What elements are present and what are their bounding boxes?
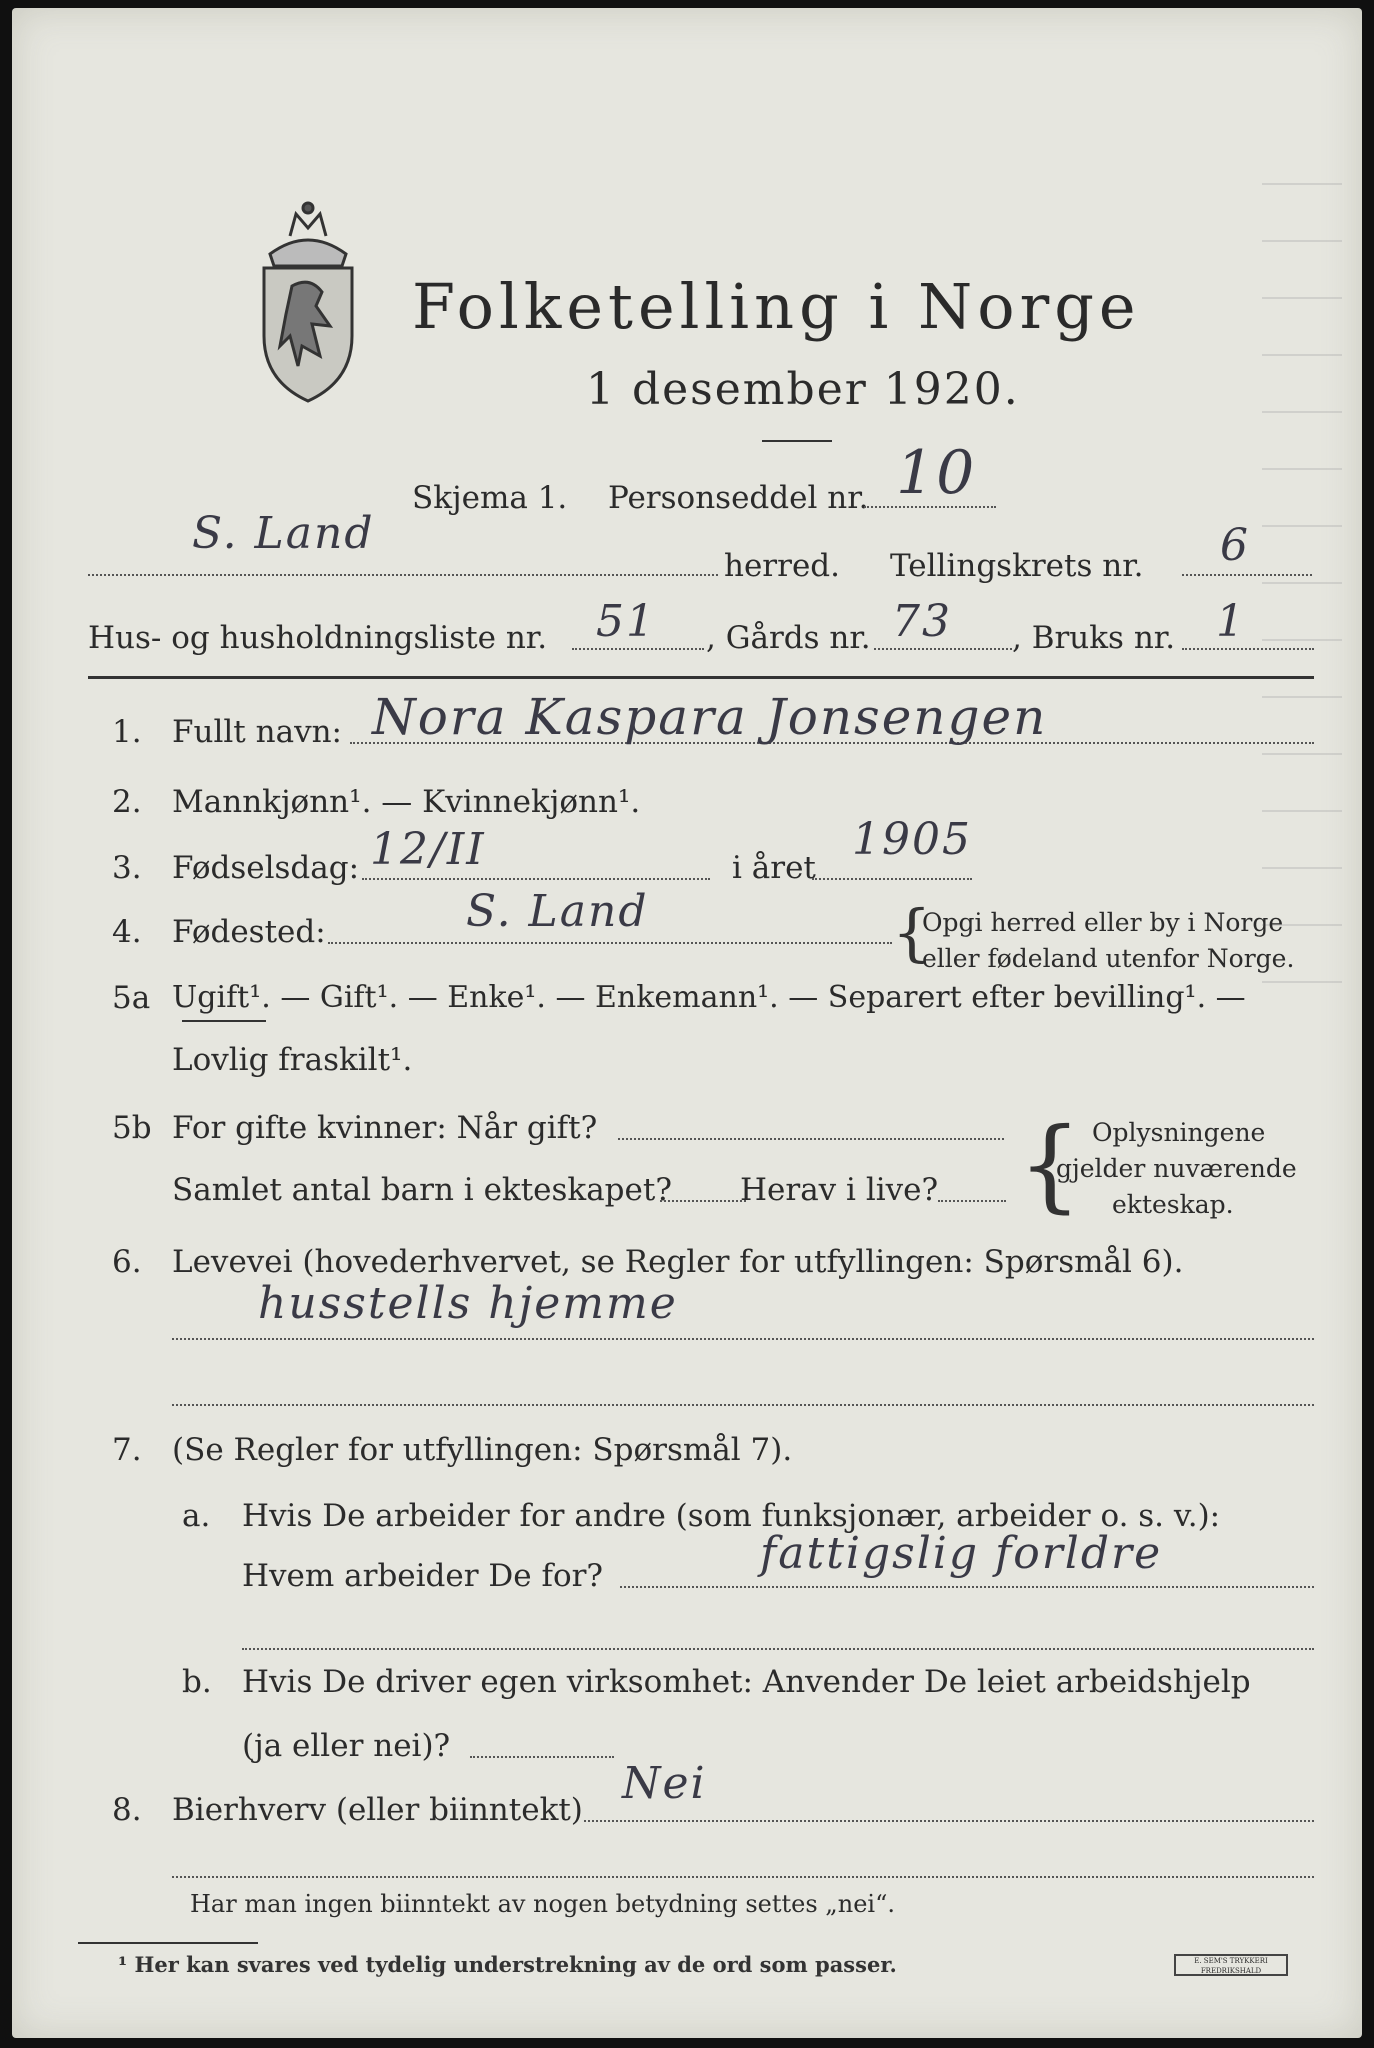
q7b-field	[470, 1756, 614, 1758]
q2-number: 2.	[112, 784, 142, 820]
q6-value: husstells hjemme	[258, 1278, 678, 1329]
q5a-line-1: Ugift¹. — Gift¹. — Enke¹. — Enkemann¹. — Separert efter bevilling¹. —	[172, 980, 1246, 1015]
q3-label: Fødselsdag:	[172, 850, 360, 886]
q5b-alive-field	[938, 1200, 1006, 1202]
q7a-value: fattigslig forldre	[760, 1528, 1163, 1579]
biinntekt-note: Har man ingen biinntekt av nogen betydning settes „nei“.	[190, 1890, 895, 1918]
form-title: Folketelling i Norge	[412, 270, 1141, 343]
q2-label: Mannkjønn¹. — Kvinnekjønn¹.	[172, 784, 641, 820]
q7b-line-1: Hvis De driver egen virksomhet: Anvender De leiet arbeidshjelp	[242, 1664, 1251, 1700]
q8-field-2	[172, 1876, 1314, 1878]
q4-note-2: eller fødeland utenfor Norge.	[922, 944, 1295, 973]
q6-number: 6.	[112, 1244, 142, 1280]
q5b-note-3: ekteskap.	[1112, 1190, 1234, 1219]
herred-value: S. Land	[192, 508, 375, 559]
q3-year-field	[812, 878, 972, 880]
hus-value: 51	[596, 596, 656, 647]
tellingskrets-label: Tellingskrets nr.	[890, 548, 1144, 584]
q5b-married-field	[618, 1138, 1004, 1140]
printer-stamp: E. SEM'S TRYKKERI FREDRIKSHALD	[1174, 1954, 1288, 1976]
q4-label: Fødested:	[172, 914, 326, 950]
bruks-label: , Bruks nr.	[1012, 620, 1176, 656]
hus-label: Hus- og husholdningsliste nr.	[88, 620, 548, 656]
q4-note-1: Opgi herred eller by i Norge	[922, 908, 1284, 937]
q8-field-1	[584, 1820, 1314, 1822]
q6-field-1	[172, 1338, 1314, 1340]
tellingskrets-field	[1182, 574, 1312, 576]
q8-value: Nei	[622, 1758, 707, 1809]
census-form-sheet	[12, 8, 1362, 2038]
skjema-label: Skjema 1.	[412, 480, 568, 516]
herred-label: herred.	[724, 548, 840, 584]
q7a-line-2: Hvem arbeider De for?	[242, 1558, 604, 1594]
q1-value: Nora Kaspara Jonsengen	[372, 688, 1048, 746]
q7a-line-1: Hvis De arbeider for andre (som funksjonær, arbeider o. s. v.):	[242, 1498, 1221, 1534]
q8-number: 8.	[112, 1792, 142, 1828]
bruks-field	[1182, 648, 1314, 650]
q5b-note-1: Oplysningene	[1092, 1118, 1266, 1147]
personseddel-value: 10	[896, 438, 977, 508]
q1-number: 1.	[112, 714, 142, 750]
q4-value: S. Land	[466, 886, 649, 937]
q1-label: Fullt navn:	[172, 714, 342, 750]
gards-value: 73	[892, 596, 952, 647]
norway-coat-of-arms-icon	[250, 196, 366, 406]
personseddel-label: Personseddel nr.	[608, 480, 869, 516]
q3-year-label: i året	[732, 850, 816, 886]
ugift-underline	[182, 1020, 266, 1022]
q5a-number: 5a	[112, 980, 151, 1016]
q3-field	[362, 878, 710, 880]
q6-field-2	[172, 1404, 1314, 1406]
q5b-children-field	[660, 1200, 746, 1202]
q7a-letter: a.	[182, 1498, 211, 1534]
q5a-line-2: Lovlig fraskilt¹.	[172, 1042, 413, 1078]
q7b-line-2: (ja eller nei)?	[242, 1728, 451, 1764]
footnote: ¹ Her kan svares ved tydelig understrekning av de ord som passer.	[118, 1952, 897, 1977]
tellingskrets-value: 6	[1220, 520, 1250, 571]
q3-number: 3.	[112, 850, 142, 886]
q5b-brace: {	[1018, 1106, 1082, 1223]
q5b-children-label: Samlet antal barn i ekteskapet?	[172, 1172, 672, 1208]
hus-field	[572, 648, 704, 650]
q5b-line-1: For gifte kvinner: Når gift?	[172, 1110, 598, 1146]
gards-field	[874, 648, 1012, 650]
bruks-value: 1	[1216, 596, 1246, 647]
q8-label: Bierhverv (eller biinntekt)	[172, 1792, 583, 1828]
q3-year-value: 1905	[852, 814, 972, 865]
section-divider	[88, 676, 1314, 679]
q5b-note-2: gjelder nuværende	[1056, 1154, 1297, 1183]
q7a-field-2	[242, 1648, 1314, 1650]
q4-brace: {	[892, 896, 932, 969]
q4-field	[328, 942, 892, 944]
census-date: 1 desember 1920.	[586, 364, 1020, 415]
q7-number: 7.	[112, 1432, 142, 1468]
q3-value: 12/II	[370, 824, 486, 875]
q6-label: Levevei (hovederhvervet, se Regler for utfyllingen: Spørsmål 6).	[172, 1244, 1184, 1280]
q7a-field-1	[620, 1586, 1314, 1588]
q7b-letter: b.	[182, 1664, 212, 1700]
gards-label: , Gårds nr.	[706, 620, 871, 656]
footnote-rule	[78, 1942, 258, 1944]
herred-field	[88, 574, 718, 576]
q5b-alive-label: Herav i live?	[740, 1172, 939, 1208]
q4-number: 4.	[112, 914, 142, 950]
title-rule	[762, 440, 832, 442]
q7-label: (Se Regler for utfyllingen: Spørsmål 7).	[172, 1432, 793, 1468]
q5b-number: 5b	[112, 1110, 152, 1146]
bleed-through-marks	[1242, 128, 1362, 1178]
